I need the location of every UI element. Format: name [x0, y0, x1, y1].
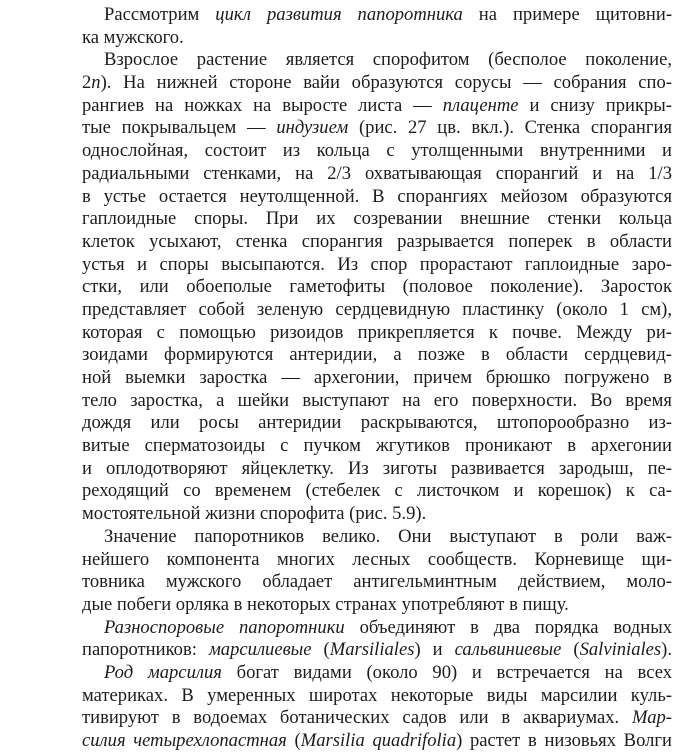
text-segment: (рис. 27 цв. вкл.). Стенка спорангия: [348, 117, 672, 139]
italic-text: плаценте: [442, 94, 519, 116]
text-segment: ). На нижней стороне вайи образуются сорусы — собрания спо-: [100, 72, 672, 94]
text-line: [82, 526, 672, 549]
text-segment: объединяют в два порядка водных: [344, 616, 672, 638]
text-segment: (: [286, 730, 301, 751]
text-segment: в устье остается неутолщенной. В спорангиях мейозом образуются: [82, 185, 672, 207]
text-segment: ка мужского.: [82, 26, 184, 48]
text-line: [82, 730, 672, 753]
text-segment: Рассмотрим: [104, 4, 216, 25]
text-line: [82, 163, 672, 186]
text-segment: папоротников:: [82, 639, 209, 661]
text-segment: ) растет в низовьях Волги: [456, 730, 672, 751]
italic-text: силия четырехлопастная: [82, 730, 287, 751]
text-line: [82, 322, 672, 345]
text-segment: представляет собой зеленую сердцевидную пластинку (около 1 см),: [82, 298, 672, 320]
italic-text: сальвиниевые: [454, 639, 562, 661]
text-line: [82, 186, 672, 209]
text-segment: витые сперматозоиды с пучком жгутиков проникают в архегонии: [82, 435, 672, 457]
text-line: [82, 707, 672, 730]
text-line: [82, 117, 672, 140]
text-segment: стки, или обоеполые гаметофиты (половое поколение). Заросток: [82, 276, 672, 298]
text-segment: дые побеги орляка в некоторых странах употребляют в пищу.: [82, 593, 569, 615]
text-segment: и снизу прикры-: [518, 94, 672, 116]
text-segment: зоидами формируются антеридии, а позже в области сердцевид-: [82, 344, 672, 366]
text-line: [82, 72, 672, 95]
text-line: [82, 140, 672, 163]
text-line: [82, 458, 672, 481]
text-segment: ).: [661, 639, 673, 661]
text-segment: и оплодотворяют яйцеклетку. Из зиготы развивается зародыш, пе-: [82, 457, 672, 479]
text-line: [82, 435, 672, 458]
text-line: [82, 27, 672, 50]
italic-text: Разноспоровые папоротники: [104, 616, 345, 638]
text-segment: ) и: [414, 639, 455, 661]
text-segment: рангиев на ножках на выросте листа —: [82, 94, 443, 116]
text-segment: тые покрывальцем —: [82, 117, 277, 139]
italic-text: Мар-: [631, 707, 672, 729]
text-segment: тело заростка, а шейки выступают на его поверхности. Во время: [82, 389, 672, 411]
text-line: [82, 412, 672, 435]
text-segment: материках. В умеренных широтах некоторые виды марсилии куль-: [82, 684, 672, 706]
text-line: [82, 390, 672, 413]
text-line: [82, 208, 672, 231]
text-line: [82, 49, 672, 72]
italic-text: n: [91, 72, 101, 94]
text-segment: гаплоидные споры. При их созревании внешние стенки кольца: [82, 208, 672, 230]
italic-text: Salviniales: [579, 639, 662, 661]
text-segment: устья и споры высыпаются. Из спор прорастают гаплоидные заро-: [82, 253, 672, 275]
text-segment: Значение папоротников велико. Они выступают в роли важ-: [104, 525, 672, 547]
text-line: [82, 594, 672, 617]
text-segment: Взрослое растение является спорофитом (бесполое поколение,: [104, 49, 672, 71]
text-line: [82, 662, 672, 685]
text-segment: тивируют в водоемах ботанических садов или в аквариумах.: [82, 707, 632, 729]
text-line: [82, 344, 672, 367]
text-segment: клеток усыхают, стенка спорангия разрывается поперек в области: [82, 230, 672, 252]
text-segment: однослойная, состоит из кольца с утолщенными внутренними и: [82, 140, 672, 162]
text-segment: реходящий со временем (стебелек с листочком и корешок) к са-: [82, 480, 672, 502]
italic-text: Marsiliales: [329, 639, 415, 661]
text-segment: ной выемки заростка — архегонии, причем брюшко погружено в: [82, 367, 672, 388]
text-segment: богат видами (около 90) и встречается на всех: [221, 661, 672, 683]
text-line: [82, 639, 672, 662]
text-segment: мостоятельной жизни спорофита (рис. 5.9).: [82, 503, 427, 525]
text-line: [82, 4, 672, 27]
italic-text: цикл развития папоротника: [215, 4, 463, 25]
italic-text: Род марсилия: [104, 661, 222, 683]
text-line: [82, 480, 672, 503]
text-segment: товника мужского обладает антигельминтным действием, моло-: [82, 571, 672, 593]
text-segment: которая с помощью ризоидов прикрепляется к почве. Между ри-: [82, 321, 672, 343]
text-segment: нейшего компонента многих лесных сообществ. Корневище щи-: [82, 548, 672, 570]
text-segment: радиальными стенками, на 2/3 охватывающая спорангий и на 1/3: [82, 162, 672, 184]
text-line: [82, 276, 672, 299]
text-line: [82, 617, 672, 640]
italic-text: Marsilia quadrifolia: [300, 730, 457, 751]
text-line: [82, 503, 672, 526]
text-line: [82, 95, 672, 118]
text-segment: (: [311, 639, 330, 661]
text-line: [82, 231, 672, 254]
italic-text: индузием: [276, 117, 349, 139]
italic-text: марсилиевые: [208, 639, 312, 661]
text-segment: на примере щитовни-: [462, 4, 673, 25]
text-line: [82, 254, 672, 277]
text-line: [82, 685, 672, 708]
text-segment: дождя или росы антеридии раскрываются, штопорообразно из-: [82, 412, 672, 434]
text-segment: 2: [82, 72, 92, 94]
text-line: [82, 367, 672, 390]
text-segment: (: [561, 639, 580, 661]
document-page: [82, 4, 672, 753]
text-line: [82, 299, 672, 322]
text-line: [82, 571, 672, 594]
text-line: [82, 549, 672, 572]
